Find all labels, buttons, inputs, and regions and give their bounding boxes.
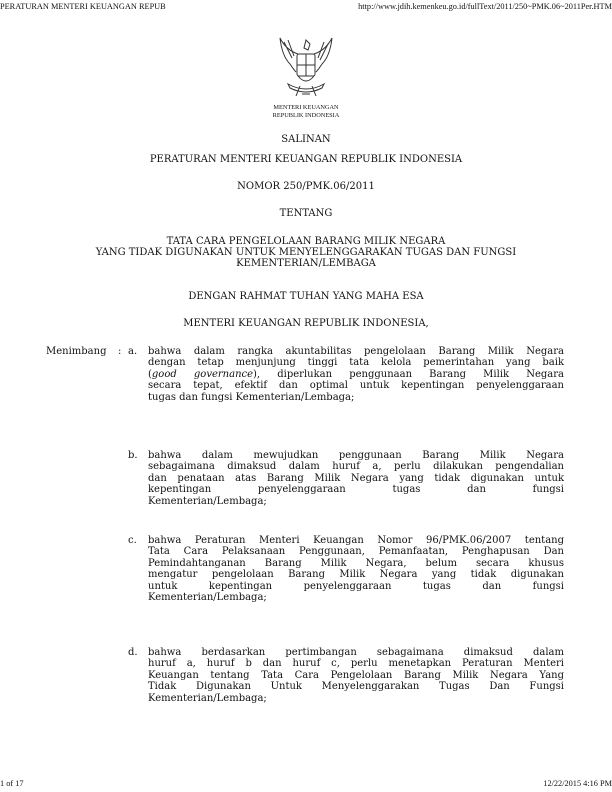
text-line: huruf a, huruf b dan huruf c, perlu menetapkan Peraturan Menteri	[148, 658, 564, 670]
text-line: Keuangan tentang Tata Cara Pengelolaan Barang Milik Negara Yang	[148, 669, 564, 681]
text-line: Pemindahtanganan Barang Milik Negara, belum secara khusus	[148, 557, 564, 569]
text-line: dengan tetap menjunjung tinggi tata kelola pemerintahan yang baik	[148, 357, 564, 369]
text-line: Kementerian/Lembaga;	[148, 591, 267, 603]
regulation-title: PERATURAN MENTERI KEUANGAN REPUBLIK INDONESIA	[149, 154, 463, 165]
text-line: mengatur pengelolaan Barang Milik Negara yang tidak digunakan	[148, 569, 564, 581]
item-marker: d.	[128, 647, 138, 658]
text-line: (good governance), diperlukan penggunaan Barang Milik Negara	[148, 368, 564, 380]
text-line: dan penataan atas Barang Milik Negara yang tidak digunakan untuk	[148, 472, 564, 484]
menimbang-colon: :	[118, 346, 122, 357]
logo-caption-line1: MENTERI KEUANGAN	[273, 104, 339, 111]
subject-line-3: KEMENTERIAN/LEMBAGA	[236, 258, 376, 269]
consideration-item	[148, 535, 564, 603]
text-line: Kementerian/Lembaga;	[148, 495, 267, 507]
tentang-label: TENTANG	[279, 208, 333, 219]
text-line: tugas dan fungsi Kementerian/Lembaga;	[148, 391, 355, 403]
logo-caption-line2: REPUBLIK INDONESIA	[272, 112, 340, 119]
text-line: Tata Cara Pelaksanaan Penggunaan, Pemanfaatan, Penghapusan Dan	[148, 546, 564, 558]
text-line: bahwa dalam mewujudkan penggunaan Barang Milik Negara	[148, 450, 564, 461]
salinan-label: SALINAN	[281, 134, 331, 145]
text-line: kepentingan penyelenggaraan tugas dan fungsi	[148, 484, 564, 496]
subject-line-1: TATA CARA PENGELOLAAN BARANG MILIK NEGARA	[166, 236, 446, 247]
menimbang-label: Menimbang	[46, 346, 107, 357]
item-marker: c.	[128, 535, 137, 546]
print-datetime: 12/22/2015 4:16 PM	[543, 779, 612, 788]
rahmat-line: DENGAN RAHMAT TUHAN YANG MAHA ESA	[188, 291, 424, 302]
header-url: http://www.jdih.kemenkeu.go.id/fullText/2011/250~PMK.06~2011Per.HTM	[358, 2, 612, 11]
regulation-number: NOMOR 250/PMK.06/2011	[237, 181, 375, 192]
header-title: PERATURAN MENTERI KEUANGAN REPUB	[0, 2, 166, 11]
page-count: 1 of 17	[0, 779, 24, 788]
text-line: bahwa dalam rangka akuntabilitas pengelolaan Barang Milik Negara	[148, 346, 564, 357]
item-marker: b.	[128, 450, 138, 461]
text-line: secara tepat, efektif dan optimal untuk kepentingan penyelenggaraan	[148, 380, 564, 392]
text-line: sebagaimana dimaksud dalam huruf a, perlu dilakukan pengendalian	[148, 461, 564, 473]
text-line: bahwa berdasarkan pertimbangan sebagaimana dimaksud dalam	[148, 647, 564, 658]
consideration-item	[148, 647, 564, 704]
text-line: Kementerian/Lembaga;	[148, 692, 267, 704]
consideration-item	[148, 450, 564, 507]
garuda-emblem-icon	[276, 34, 336, 102]
consideration-item	[148, 346, 564, 403]
text-line: bahwa Peraturan Menteri Keuangan Nomor 96/PMK.06/2007 tentang	[148, 535, 564, 546]
subject-line-2: YANG TIDAK DIGUNAKAN UNTUK MENYELENGGARAKAN TUGAS DAN FUNGSI	[95, 247, 517, 258]
text-line: untuk kepentingan penyelenggaraan tugas dan fungsi	[148, 580, 564, 592]
item-marker: a.	[128, 346, 138, 357]
text-line: Tidak Digunakan Untuk Menyelenggarakan Tugas Dan Fungsi	[148, 681, 564, 693]
menteri-line: MENTERI KEUANGAN REPUBLIK INDONESIA,	[183, 318, 429, 329]
